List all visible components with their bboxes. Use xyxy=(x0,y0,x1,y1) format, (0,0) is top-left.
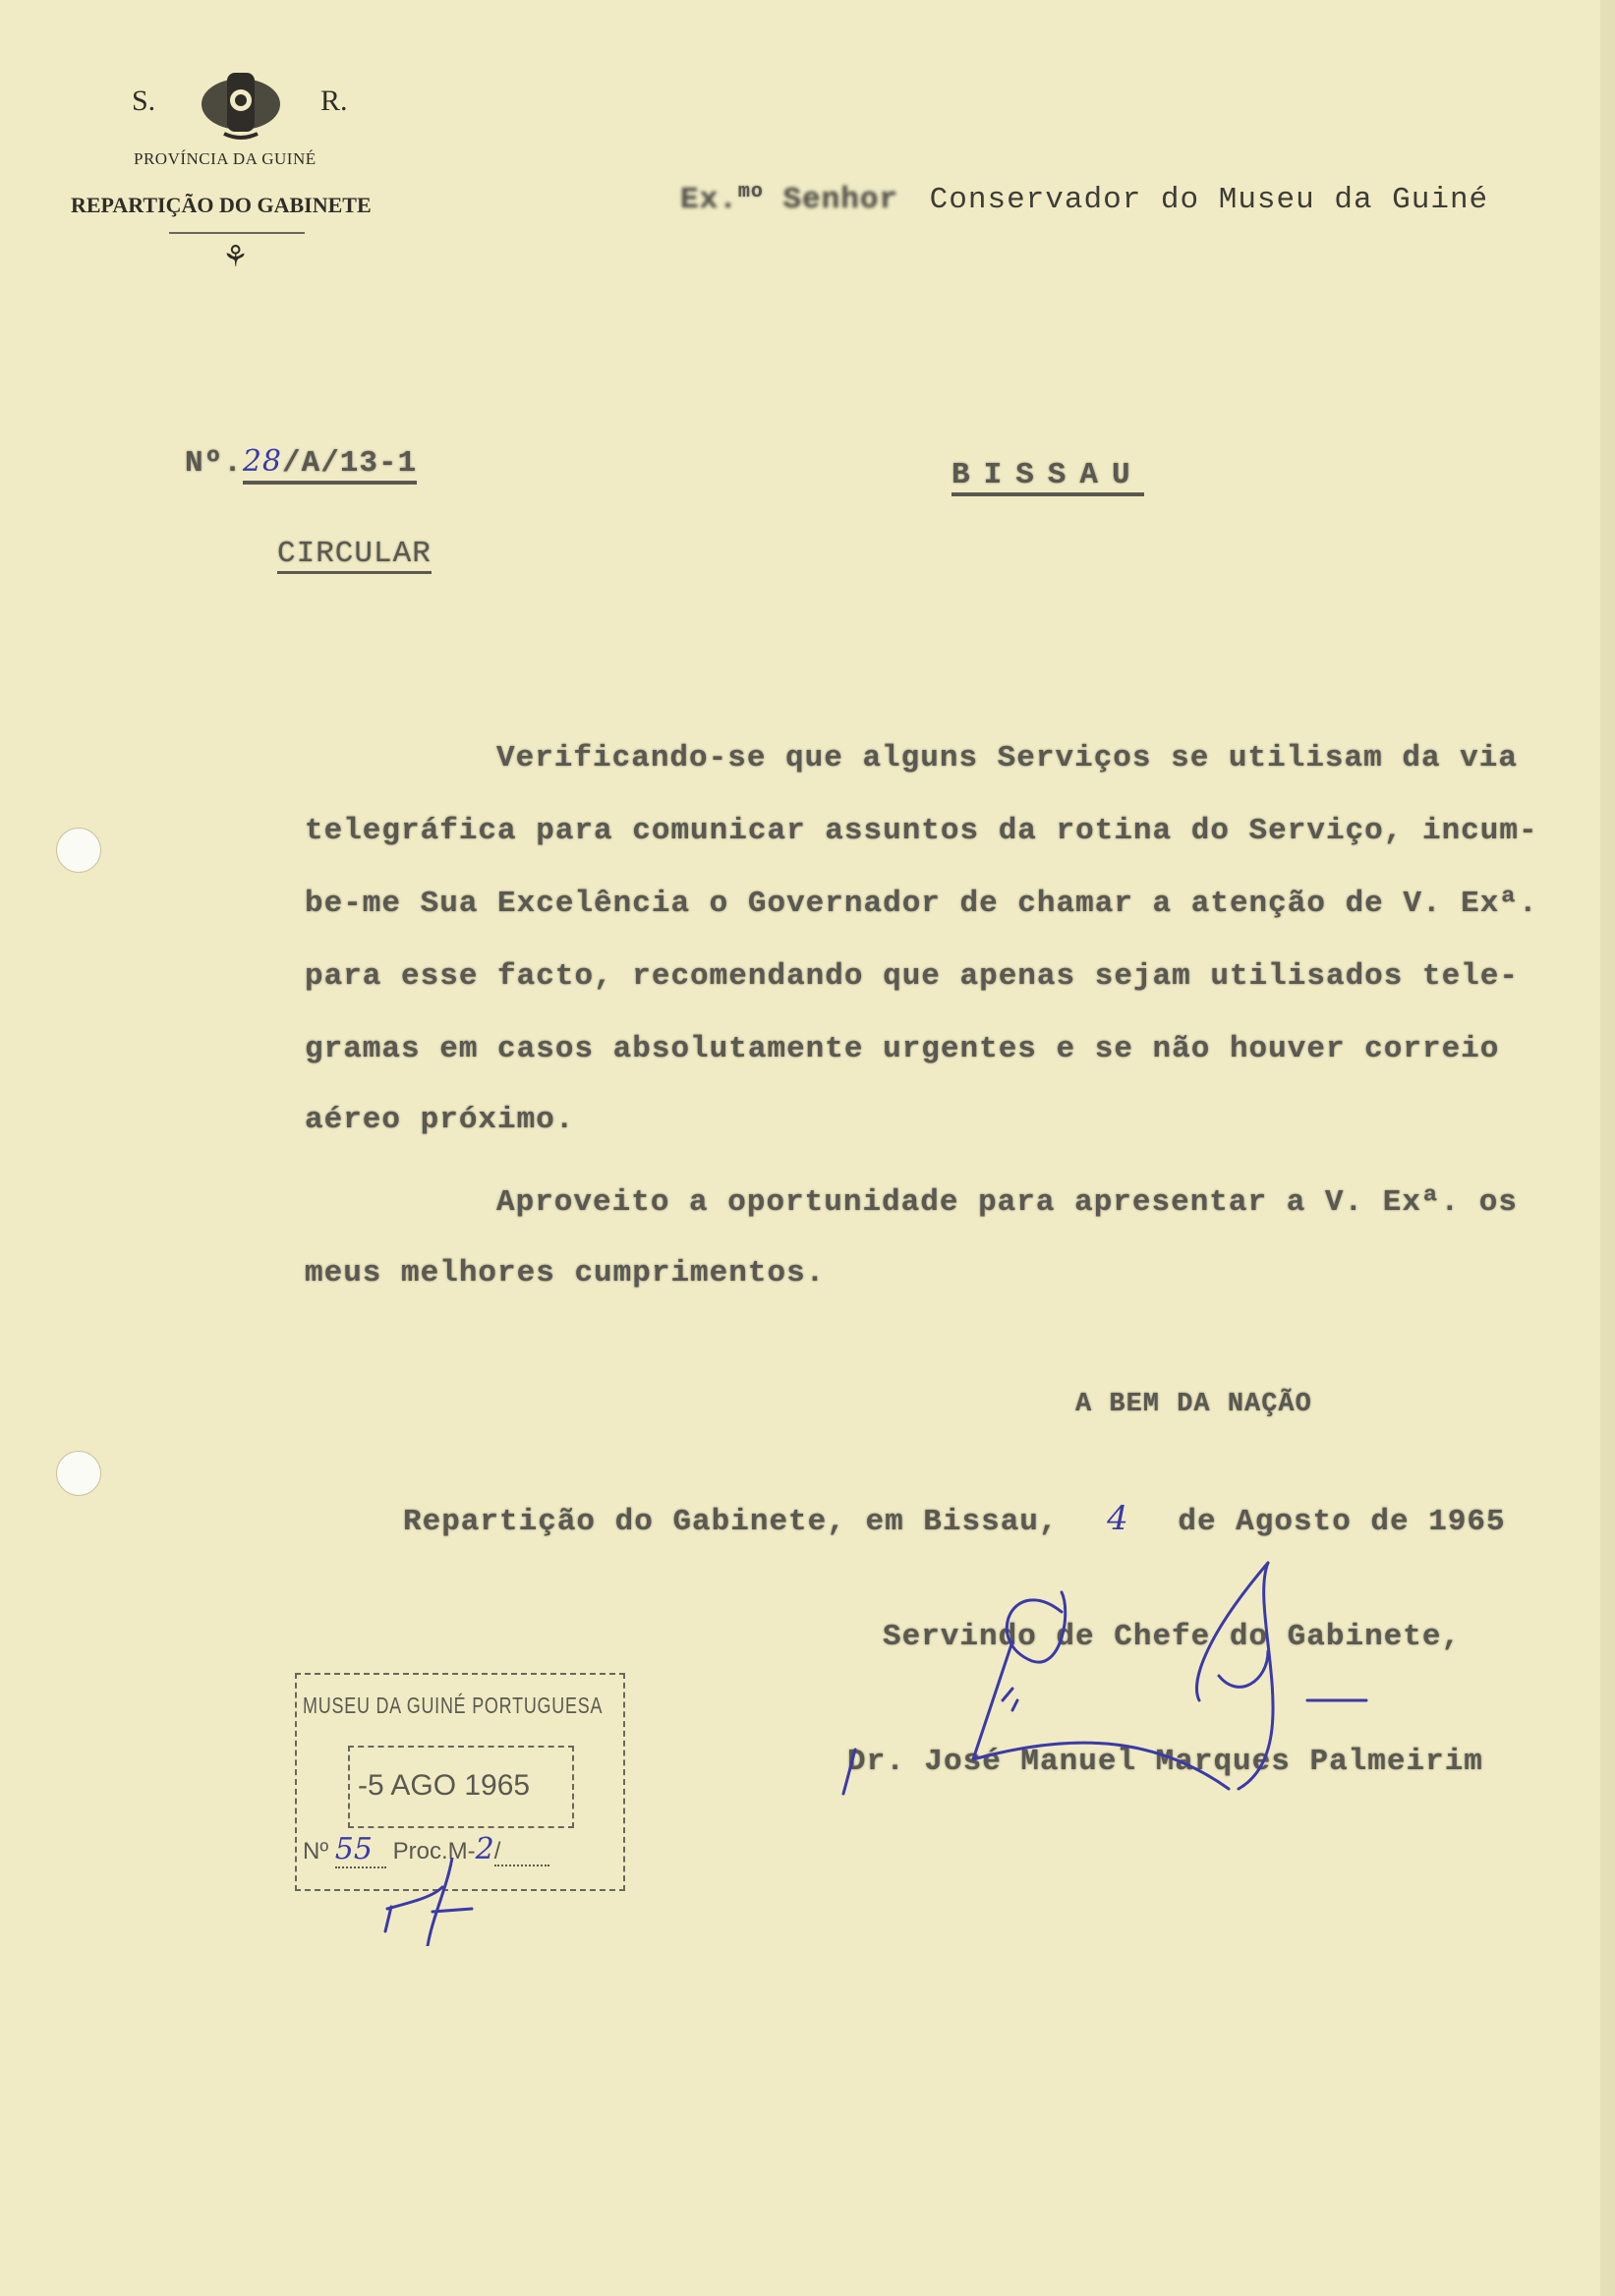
paper-right-edge xyxy=(1600,0,1615,2296)
body-line: gramas em casos absolutamente urgentes e se não houver correio xyxy=(305,1032,1500,1066)
letterhead-initial-r: R. xyxy=(320,85,348,117)
reference-suffix: /A/13-1 xyxy=(282,446,418,481)
date-suffix: de Agosto de 1965 xyxy=(1178,1505,1506,1539)
stamp-date-box xyxy=(348,1746,574,1828)
date-prefix: Repartição do Gabinete, em Bissau, xyxy=(403,1505,1059,1539)
reference-handwritten-number: 28 xyxy=(242,444,282,479)
body-line: Verificando-se que alguns Serviços se utilisam da via xyxy=(496,741,1518,775)
signer-role: Servindo de Chefe do Gabinete, xyxy=(883,1620,1462,1654)
addressee-title: Senhor xyxy=(782,183,899,218)
stamp-initials xyxy=(374,1858,511,1946)
stamp-proc-suffix: / xyxy=(494,1838,550,1866)
addressee-salutation: Ex. xyxy=(680,183,738,218)
body-line: para esse facto, recomendando que apenas sejam utilisados tele- xyxy=(305,959,1519,994)
closing-motto: A BEM DA NAÇÃO xyxy=(1075,1390,1312,1419)
closing-date-line xyxy=(403,1499,1506,1539)
addressee-salutation-sup: mo xyxy=(737,181,764,203)
letterhead-initial-s: S. xyxy=(132,85,156,117)
reference-value xyxy=(243,446,417,485)
body-line: telegráfica para comunicar assuntos da rotina do Serviço, incum- xyxy=(305,814,1538,848)
body-line: Aproveito a oportunidade para apresentar a V. Exª. os xyxy=(496,1185,1518,1220)
letterhead-divider xyxy=(169,232,305,234)
stamp-proc-value: 2 xyxy=(475,1832,494,1866)
stamp-number-label: Nº xyxy=(303,1838,329,1865)
letterhead-province: PROVÍNCIA DA GUINÉ xyxy=(134,149,317,168)
addressee xyxy=(680,181,1488,217)
stamp-institution: MUSEU DA GUINÉ PORTUGUESA xyxy=(303,1693,604,1718)
stamp-date: -5 AGO 1965 xyxy=(358,1769,531,1802)
reference-prefix: Nº. xyxy=(185,446,243,481)
body-line: meus melhores cumprimentos. xyxy=(305,1256,826,1291)
signature xyxy=(836,1553,1386,1808)
signer-name: Dr. José Manuel Marques Palmeirim xyxy=(847,1745,1483,1779)
circular-heading: CIRCULAR xyxy=(277,537,432,574)
addressee-recipient: Conservador do Museu da Guiné xyxy=(929,183,1489,218)
stamp-number-value: 55 xyxy=(335,1832,386,1868)
body-line: be-me Sua Excelência o Governador de chamar a atenção de V. Exª. xyxy=(305,887,1538,921)
coat-of-arms-icon xyxy=(195,65,287,142)
date-day-handwritten: 4 xyxy=(1107,1499,1129,1538)
punch-hole-bottom xyxy=(56,1451,101,1496)
ornament-icon: ⚘ xyxy=(222,241,249,273)
stamp-proc-label: Proc.M- xyxy=(392,1838,476,1865)
reference-number xyxy=(185,444,417,481)
punch-hole-top xyxy=(56,828,101,873)
place-heading: BISSAU xyxy=(952,458,1144,496)
letterhead-department: REPARTIÇÃO DO GABINETE xyxy=(71,193,372,217)
body-line: aéreo próximo. xyxy=(305,1103,575,1137)
